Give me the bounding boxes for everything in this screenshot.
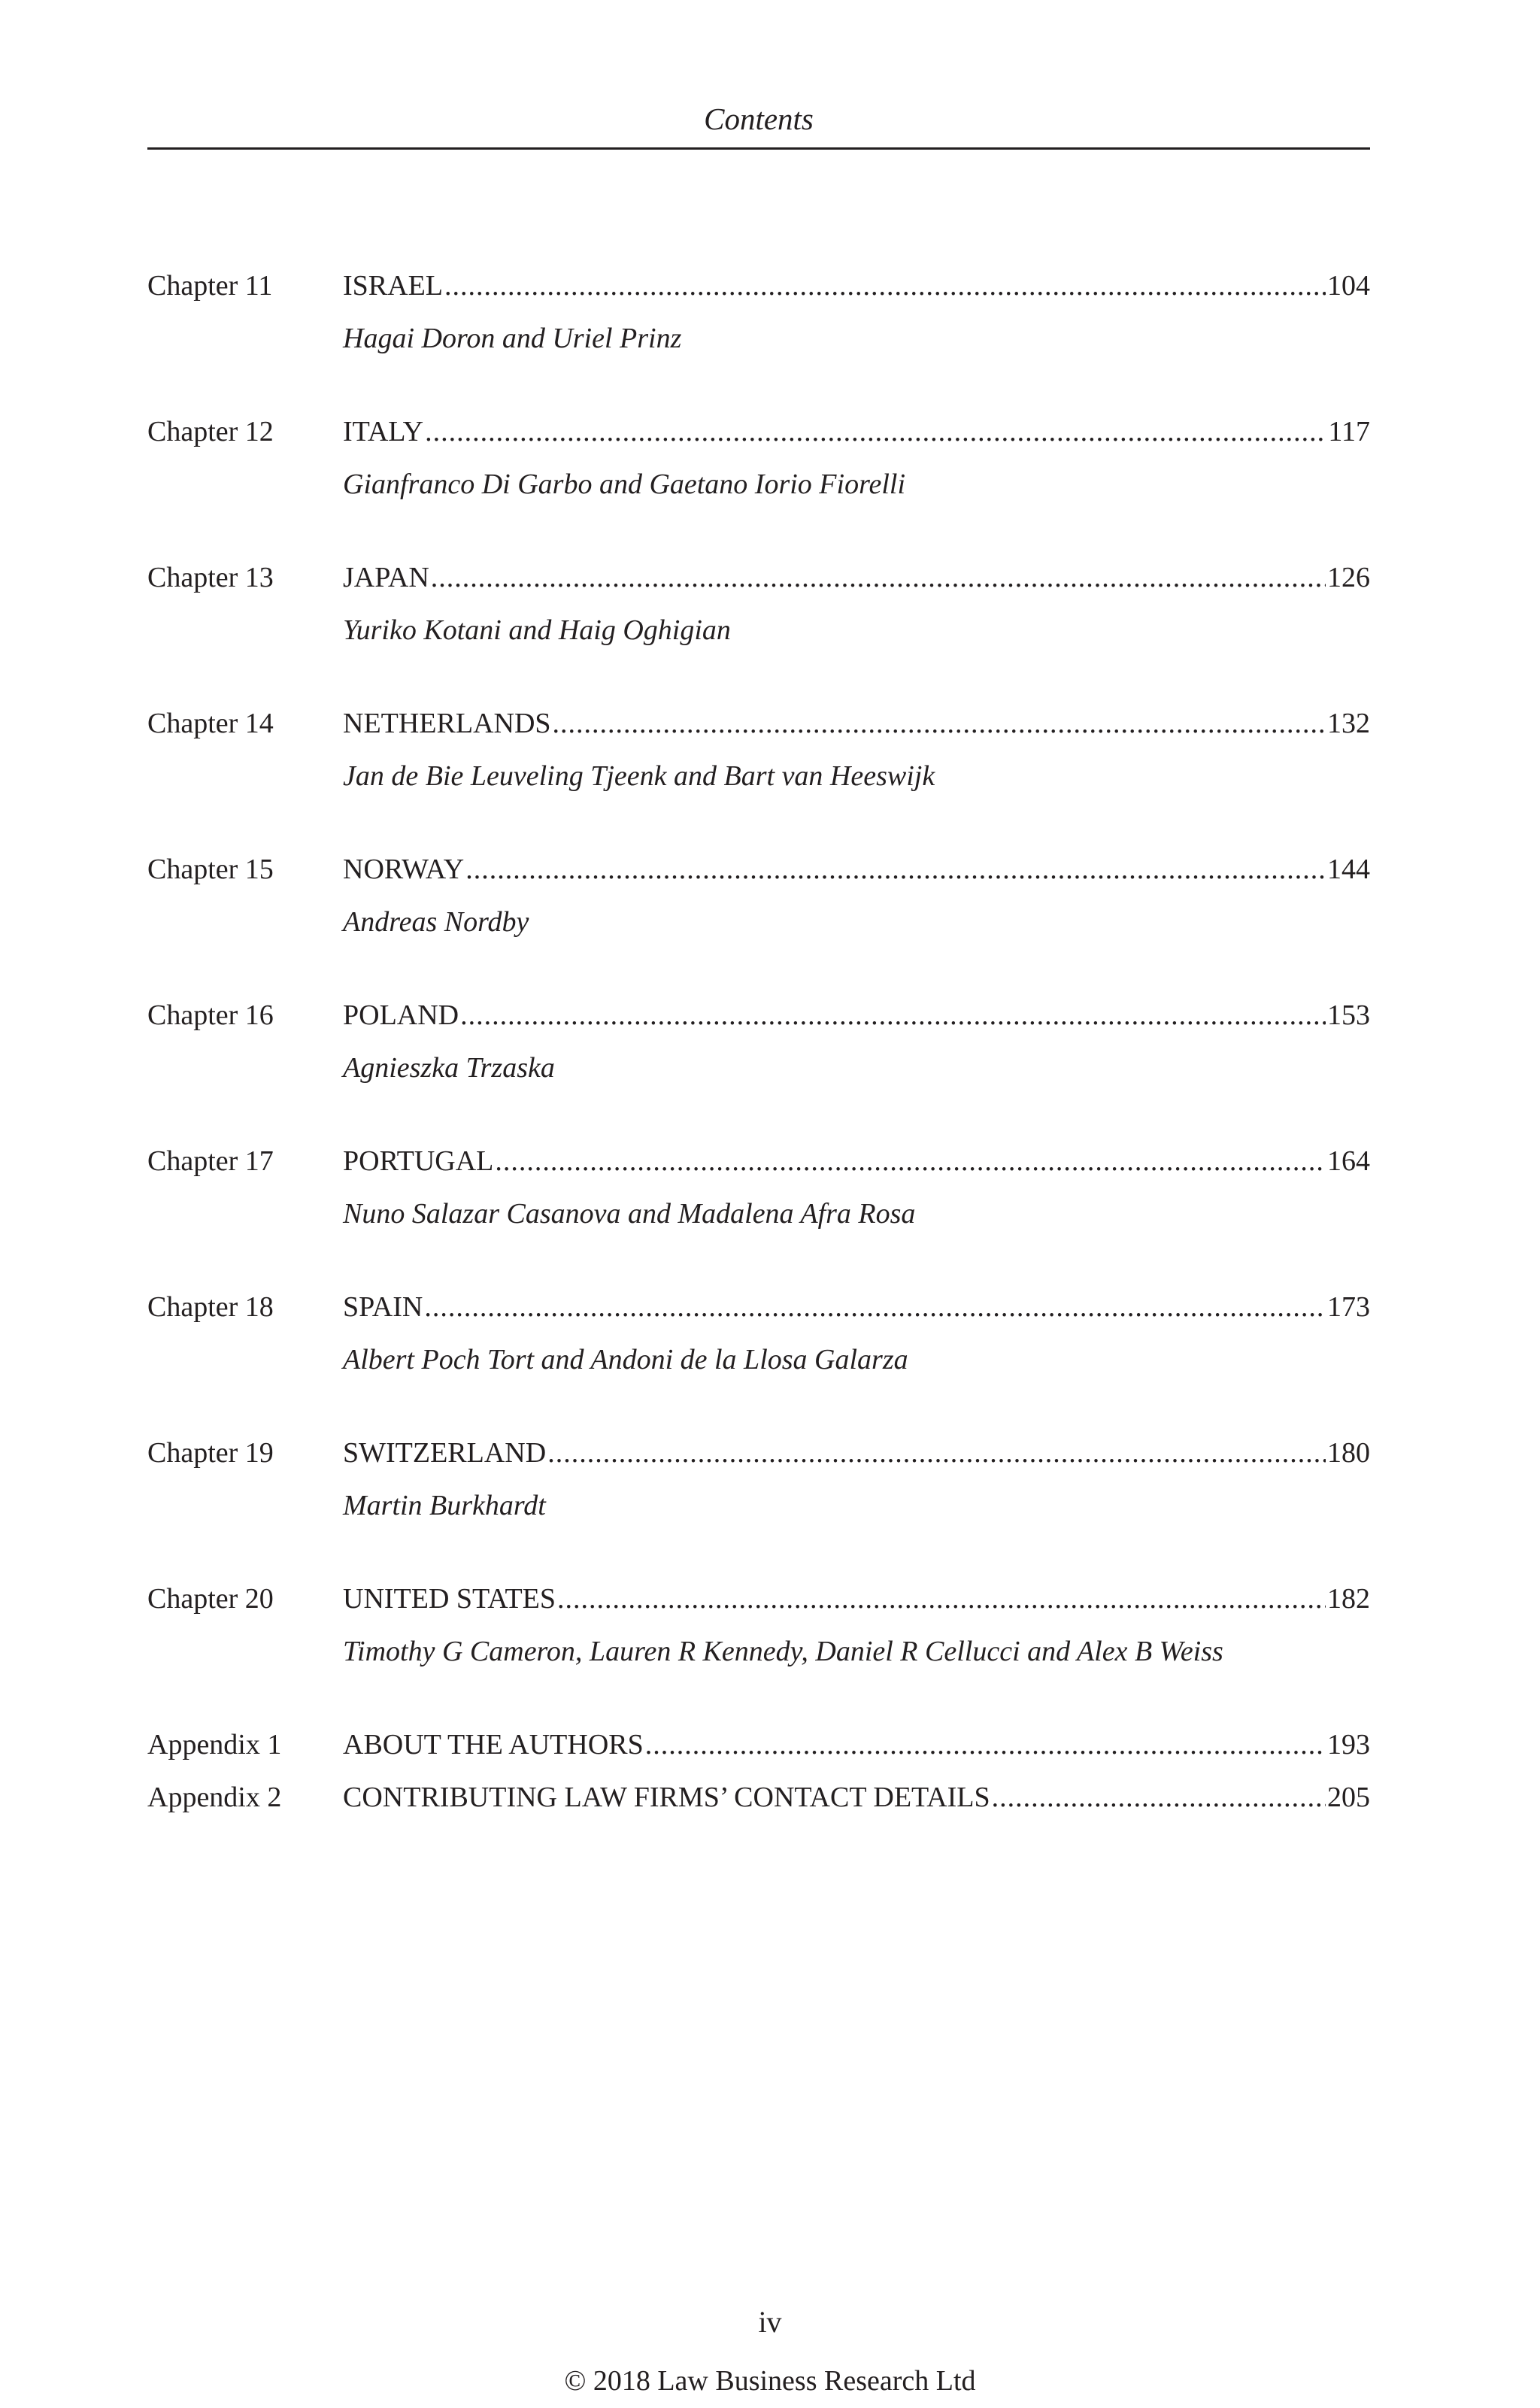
chapter-title-line <box>343 1432 1370 1474</box>
appendix-label: Appendix 1 <box>147 1729 282 1761</box>
chapter-title-line <box>343 848 1370 890</box>
running-header <box>147 96 1370 150</box>
folio-page-number: iv <box>758 2305 782 2339</box>
dot-leader <box>992 1776 1326 1818</box>
chapter-authors: Martin Burkhardt <box>343 1490 546 1521</box>
dot-leader <box>547 1432 1326 1474</box>
chapter-label: Chapter 20 <box>147 1583 274 1615</box>
page-number: 144 <box>1327 854 1370 885</box>
dot-leader <box>553 702 1326 745</box>
dot-leader <box>425 411 1326 453</box>
dot-leader <box>495 1140 1326 1182</box>
chapter-title: SWITZERLAND <box>343 1437 547 1469</box>
appendix-title: CONTRIBUTING LAW FIRMS’ CONTACT DETAILS <box>343 1782 990 1813</box>
chapter-title: UNITED STATES <box>343 1583 556 1615</box>
appendix-title-line <box>343 1724 1370 1766</box>
page-number: 104 <box>1327 270 1370 302</box>
page-number: 180 <box>1327 1437 1370 1469</box>
page-number: 193 <box>1327 1729 1370 1761</box>
dot-leader <box>431 557 1326 599</box>
toc-entry-chapter-12[interactable] <box>147 411 1370 557</box>
appendix-label: Appendix 2 <box>147 1782 282 1813</box>
chapter-title-line <box>343 994 1370 1036</box>
toc-entry-chapter-14[interactable] <box>147 702 1370 848</box>
toc-entry-appendix-1[interactable] <box>147 1724 1370 1776</box>
chapter-title: POLAND <box>343 999 459 1031</box>
toc-entry-chapter-20[interactable] <box>147 1578 1370 1724</box>
copyright-notice: © 2018 Law Business Research Ltd <box>564 2365 976 2397</box>
page-number: 164 <box>1327 1145 1370 1177</box>
page-number: 182 <box>1327 1583 1370 1615</box>
toc-entry-chapter-19[interactable] <box>147 1432 1370 1578</box>
chapter-label: Chapter 13 <box>147 562 274 593</box>
toc-entry-appendix-2[interactable] <box>147 1776 1370 1829</box>
chapter-title: ISRAEL <box>343 270 443 302</box>
chapter-title-line <box>343 557 1370 599</box>
chapter-title-line <box>343 702 1370 745</box>
chapter-title-line <box>343 1286 1370 1328</box>
dot-leader <box>444 265 1326 307</box>
chapter-authors: Yuriko Kotani and Haig Oghigian <box>343 614 731 646</box>
dot-leader <box>645 1724 1326 1766</box>
chapter-title-line <box>343 1140 1370 1182</box>
dot-leader <box>424 1286 1326 1328</box>
chapter-label: Chapter 15 <box>147 854 274 885</box>
chapter-title: ITALY <box>343 416 424 447</box>
page-number: 205 <box>1327 1782 1370 1813</box>
toc-entry-chapter-16[interactable] <box>147 994 1370 1140</box>
dot-leader <box>460 994 1326 1036</box>
chapter-authors: Timothy G Cameron, Lauren R Kennedy, Daniel R Cellucci and Alex B Weiss <box>343 1636 1223 1667</box>
table-of-contents <box>147 265 1370 1829</box>
chapter-label: Chapter 12 <box>147 416 274 447</box>
toc-entry-chapter-17[interactable] <box>147 1140 1370 1286</box>
header-title: Contents <box>704 102 814 136</box>
page-number: 117 <box>1328 416 1370 447</box>
toc-entry-chapter-15[interactable] <box>147 848 1370 994</box>
chapter-authors: Gianfranco Di Garbo and Gaetano Iorio Fiorelli <box>343 469 905 500</box>
chapter-authors: Agnieszka Trzaska <box>343 1052 555 1084</box>
chapter-title-line <box>343 265 1370 307</box>
chapter-title-line <box>343 1578 1370 1620</box>
chapter-title: PORTUGAL <box>343 1145 494 1177</box>
chapter-label: Chapter 19 <box>147 1437 274 1469</box>
toc-entry-chapter-11[interactable] <box>147 265 1370 411</box>
toc-entry-chapter-13[interactable] <box>147 557 1370 702</box>
appendix-title-line <box>343 1776 1370 1818</box>
chapter-authors: Jan de Bie Leuveling Tjeenk and Bart van Heeswijk <box>343 760 935 792</box>
chapter-authors: Albert Poch Tort and Andoni de la Llosa Galarza <box>343 1344 908 1375</box>
chapter-authors: Andreas Nordby <box>343 906 529 938</box>
chapter-title: JAPAN <box>343 562 429 593</box>
chapter-title-line <box>343 411 1370 453</box>
page-number: 126 <box>1327 562 1370 593</box>
chapter-title: NORWAY <box>343 854 465 885</box>
chapter-label: Chapter 17 <box>147 1145 274 1177</box>
page-number: 173 <box>1327 1291 1370 1323</box>
dot-leader <box>557 1578 1326 1620</box>
chapter-authors: Hagai Doron and Uriel Prinz <box>343 323 682 354</box>
chapter-label: Chapter 18 <box>147 1291 274 1323</box>
chapter-authors: Nuno Salazar Casanova and Madalena Afra Rosa <box>343 1198 916 1230</box>
chapter-label: Chapter 16 <box>147 999 274 1031</box>
page-number: 153 <box>1327 999 1370 1031</box>
appendix-title: ABOUT THE AUTHORS <box>343 1729 644 1761</box>
chapter-label: Chapter 11 <box>147 270 273 302</box>
dot-leader <box>465 848 1326 890</box>
chapter-title: SPAIN <box>343 1291 423 1323</box>
toc-entry-chapter-18[interactable] <box>147 1286 1370 1432</box>
page-number: 132 <box>1327 708 1370 739</box>
chapter-label: Chapter 14 <box>147 708 274 739</box>
chapter-title: NETHERLANDS <box>343 708 551 739</box>
